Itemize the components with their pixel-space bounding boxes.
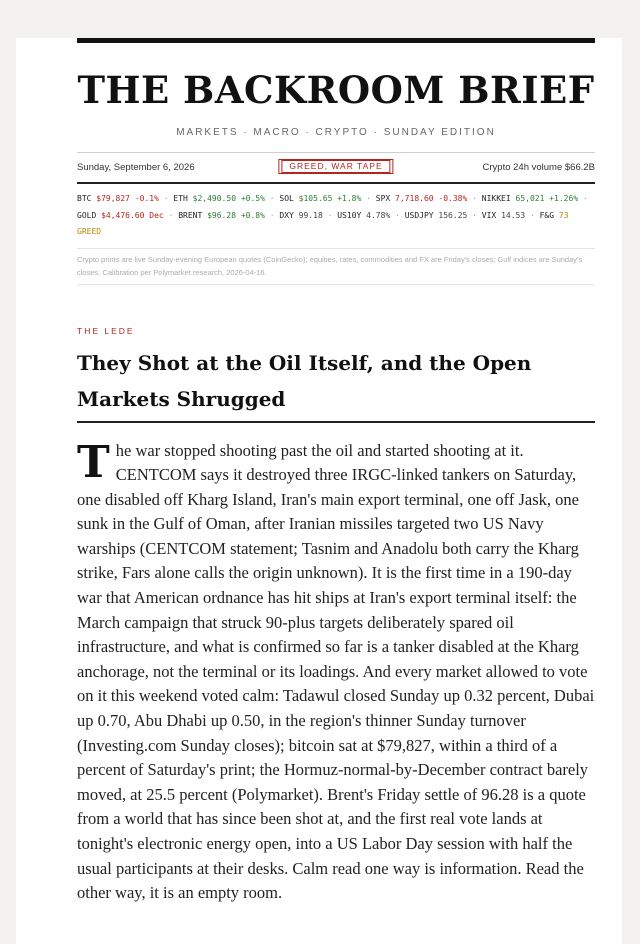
ticker-symbol: BTC [77,194,92,203]
ticker-item-brent [178,211,265,220]
article-kicker: THE LEDE [77,325,135,336]
ticker-value: 73 GREED [77,210,569,236]
ticker-value: 4.78% [366,210,391,220]
ticker-item-us10y [337,211,390,220]
ticker-item-nikkei [482,194,578,203]
dateline-bar [77,152,595,184]
ticker-separator: · [158,194,174,203]
ticker-separator: · [264,194,280,203]
article-body-text: he war stopped shooting past the oil and started shooting at it. CENTCOM says it destroyed three IRGC-linked tankers on Saturday, one disabled off Kharg Island, Iran's main export terminal, one off Jask, one sunk in the Gulf of Oman, after Iranian missiles targeted two US Navy warships (CENTCOM statement; Tasnim and Anadolu both carry the Kharg strike, Fars alone calls the origin unknown). It is the first time in a 190-day war that American ordnance has hit ships at Iran's export terminal itself: the March campaign that struck 90-plus targets deliberately spared oil infrastructure, and what is confirmed so far is a tanker disabled at the Kharg anchorage, not the terminal or its loadings. And every market allowed to vote on it this weekend voted calm: Tadawul closed Sunday up 0.32 percent, Dubai up 0.70, Abu Dhabi up 0.50, in the region's thinner Sunday turnover (Investing.com Sunday closes); bitcoin sat at $79,827, within a third of a percent of Saturday's print; the Hormuz-normal-by-December contract barely moved, at 25.5 percent (Polymarket). Brent's Friday settle of 96.28 is a quote from a world that has since been shot at, and the first real vote lands at tonight's electronic energy open, into a US Labor Day session with half the usual participants at their desks. Calm read one way is information. Read the other way, it is an empty room. [77,440,595,903]
ticker-value: $2,490.50 [192,194,237,203]
ticker-symbol: USDJPY [404,210,434,220]
ticker-change: +1.8% [337,194,362,203]
ticker-value: 65,021 [515,194,545,203]
ticker-symbol: VIX [481,210,497,220]
ticker-separator: · [264,210,280,220]
ticker-symbol: DXY [279,210,294,220]
ticker-item-usdjpy [405,211,468,220]
top-rule [77,38,595,43]
content-column [77,38,595,906]
ticker-value: 99.18 [298,210,323,220]
ticker-item-vix [482,211,525,220]
ticker-value: 156.25 [438,210,468,220]
ticker-value: $4,476.60 [101,210,145,220]
masthead-tagline: MARKETS · MACRO · CRYPTO · SUNDAY EDITION [176,127,496,138]
data-source-note: Crypto prints are live Sunday-evening European quotes (CoinGecko); equities, rates, commodities and FX are Friday's closes; Gulf indices are Sunday's closes. Calibration per Polymarket research, 2026-04-16. [77,248,595,285]
drop-cap: T [77,436,110,488]
ticker-symbol: ETH [173,194,188,203]
ticker-item-eth [173,194,265,203]
ticker-separator: · [163,210,179,220]
ticker-item-btc [77,194,159,203]
ticker-separator: · [322,210,338,220]
ticker-separator: · [578,194,588,203]
ticker-symbol: BRENT [178,210,203,220]
ticker-symbol: US10Y [337,210,362,220]
edition-date: Sunday, September 6, 2026 [77,162,195,173]
ticker-value: 14.53 [501,210,526,220]
ticker-item-sol [279,194,361,203]
ticker-item-spx [376,194,468,203]
ticker-item-gold [77,211,164,220]
ticker-value: $105.65 [298,194,333,203]
page [16,38,622,944]
ticker-symbol: SOL [279,194,294,203]
masthead-title: THE BACKROOM BRIEF [77,68,595,112]
ticker-change: Dec [149,210,164,220]
ticker-change: -0.38% [438,194,468,203]
ticker-change: +0.5% [240,194,265,203]
market-ticker [77,191,595,241]
ticker-symbol: F&G [539,210,555,220]
ticker-symbol: NIKKEI [481,194,511,203]
ticker-separator: · [390,210,405,220]
ticker-separator: · [361,194,376,203]
ticker-separator: · [467,210,482,220]
ticker-value: $96.28 [207,210,237,220]
ticker-value: $79,827 [96,194,130,203]
sentiment-badge [278,159,393,174]
article-body [77,436,595,906]
ticker-change: +0.8% [240,210,265,220]
sentiment-badge-label: GREED, WAR TAPE [281,160,390,173]
ticker-separator: · [525,210,540,220]
ticker-symbol: SPX [375,194,391,203]
ticker-change: +1.26% [549,194,579,203]
article-headline: They Shot at the Oil Itself, and the Open Markets Shrugged [77,345,595,423]
ticker-symbol: GOLD [77,210,97,220]
ticker-value: 7,718.60 [395,194,434,203]
ticker-item-dxy [279,211,322,220]
crypto-volume: Crypto 24h volume $66.2B [482,162,595,173]
ticker-change: -0.1% [134,194,159,203]
ticker-separator: · [467,194,482,203]
